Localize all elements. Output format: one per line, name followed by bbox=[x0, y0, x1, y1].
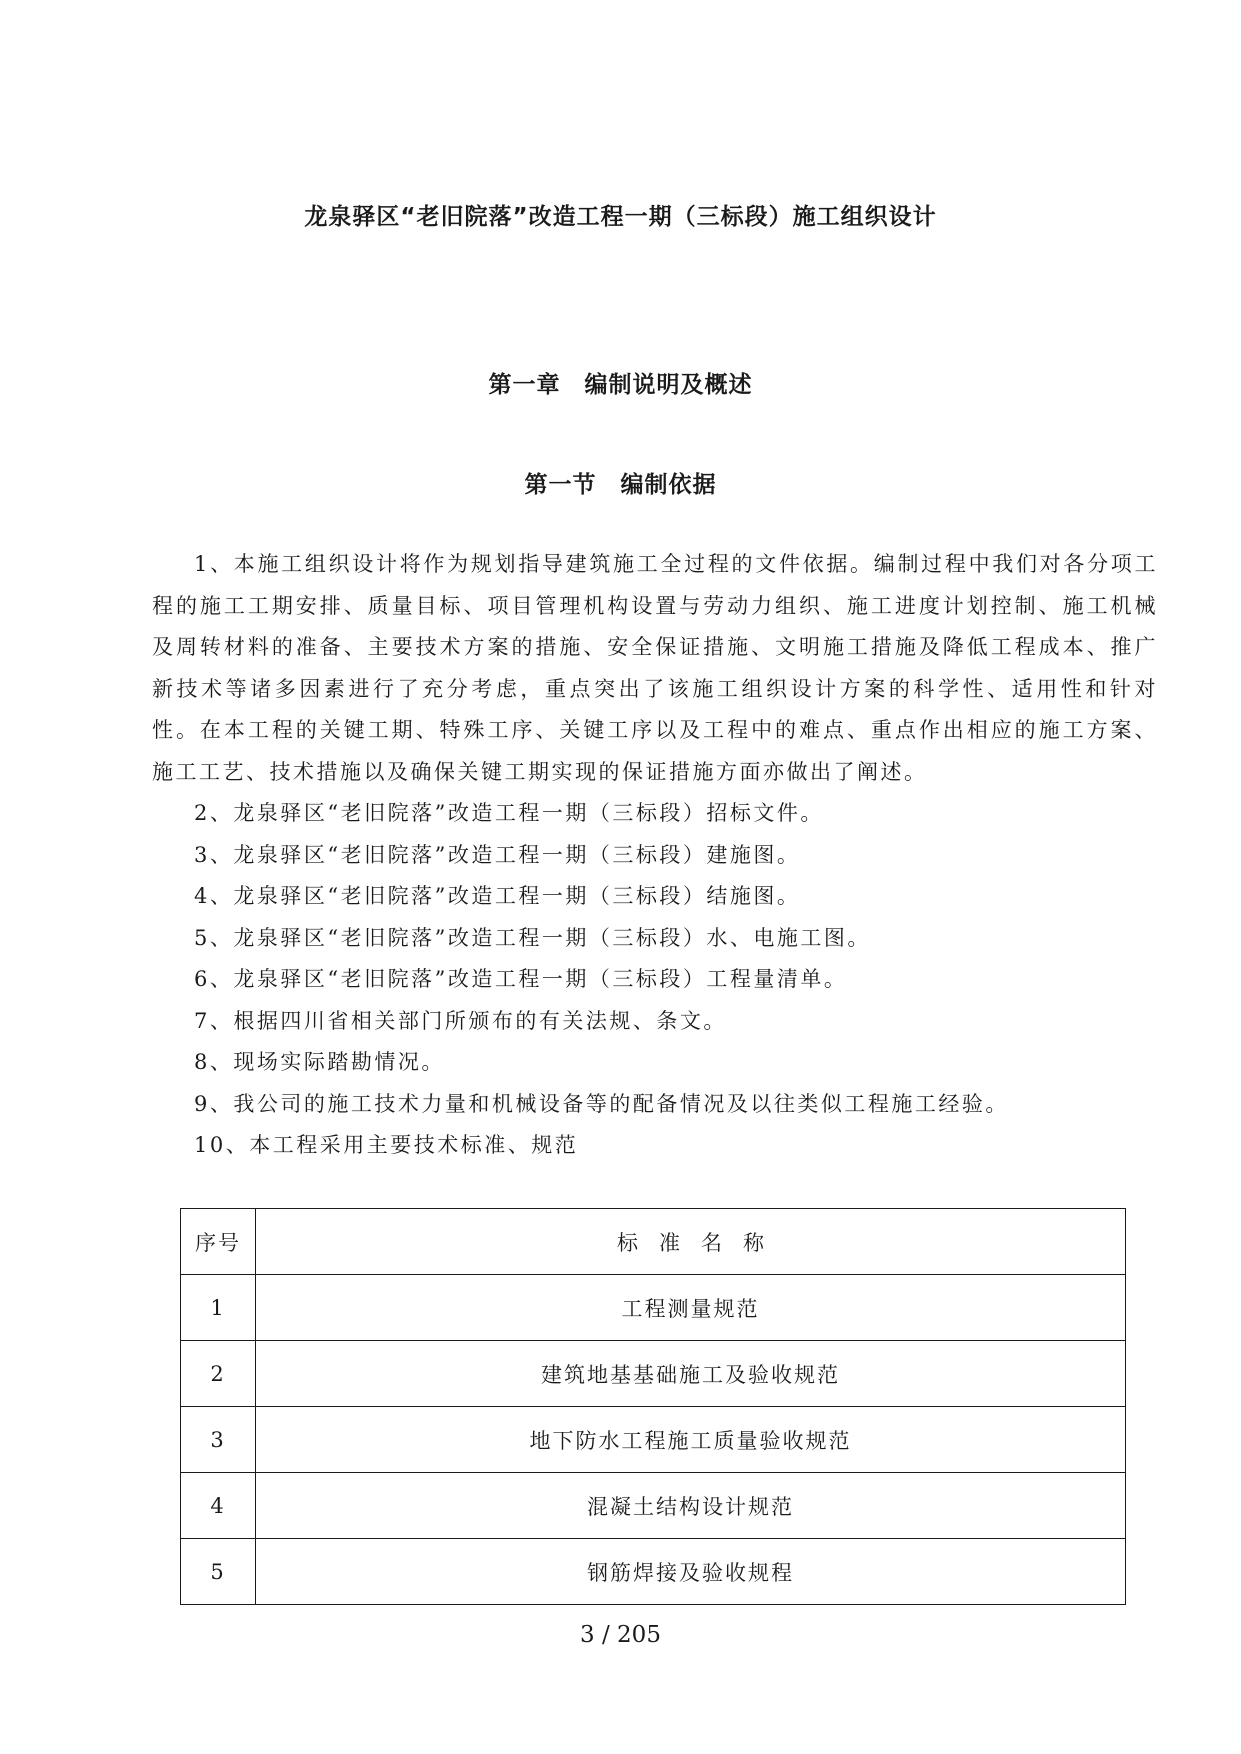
document-title: 龙泉驿区“老旧院落”改造工程一期（三标段）施工组织设计 bbox=[304, 204, 937, 230]
list-item: 9、我公司的施工技术力量和机械设备等的配备情况及以往类似工程施工经验。 bbox=[194, 1091, 1009, 1116]
list-item: 6、龙泉驿区“老旧院落”改造工程一期（三标段）工程量清单。 bbox=[194, 967, 848, 991]
row-number: 4 bbox=[181, 1473, 256, 1539]
standards-table bbox=[180, 1208, 1126, 1605]
list-item: 4、龙泉驿区“老旧院落”改造工程一期（三标段）结施图。 bbox=[194, 884, 801, 908]
row-number: 1 bbox=[181, 1275, 256, 1341]
row-number: 3 bbox=[181, 1407, 256, 1473]
chapter-heading: 第一章 编制说明及概述 bbox=[488, 372, 753, 398]
body-text bbox=[152, 544, 1158, 1167]
table-row bbox=[181, 1341, 1126, 1407]
page-number: 3 / 205 bbox=[580, 1622, 661, 1648]
table-row bbox=[181, 1473, 1126, 1539]
row-name: 钢筋焊接及验收规程 bbox=[256, 1539, 1126, 1605]
row-name: 建筑地基基础施工及验收规范 bbox=[256, 1341, 1126, 1407]
header-number: 序号 bbox=[181, 1209, 256, 1275]
row-name: 混凝土结构设计规范 bbox=[256, 1473, 1126, 1539]
list-item: 10、本工程采用主要技术标准、规范 bbox=[194, 1133, 579, 1157]
table-row bbox=[181, 1407, 1126, 1473]
table-row bbox=[181, 1539, 1126, 1605]
table-row bbox=[181, 1275, 1126, 1341]
row-number: 2 bbox=[181, 1341, 256, 1407]
row-number: 5 bbox=[181, 1539, 256, 1605]
main-paragraph: 1、本施工组织设计将作为规划指导建筑施工全过程的文件依据。编制过程中我们对各分项工程的施工工期安排、质量目标、项目管理机构设置与劳动力组织、施工进度计划控制、施工机械及周转材料的准备、主要技术方案的措施、安全保证措施、文明施工措施及降低工程成本、推广新技术等诸多因素进行了充分考虑，重点突出了该施工组织设计方案的科学性、适用性和针对性。在本工程的关键工期、特殊工序、关键工序以及工程中的难点、重点作出相应的施工方案、施工工艺、技术措施以及确保关键工期实现的保证措施方面亦做出了阐述。 bbox=[152, 552, 1158, 784]
row-name: 工程测量规范 bbox=[256, 1275, 1126, 1341]
list-item: 2、龙泉驿区“老旧院落”改造工程一期（三标段）招标文件。 bbox=[194, 801, 824, 825]
row-name: 地下防水工程施工质量验收规范 bbox=[256, 1407, 1126, 1473]
table-header-row bbox=[181, 1209, 1126, 1275]
list-item: 7、根据四川省相关部门所颁布的有关法规、条文。 bbox=[194, 1008, 727, 1033]
section-heading: 第一节 编制依据 bbox=[524, 472, 717, 498]
list-item: 5、龙泉驿区“老旧院落”改造工程一期（三标段）水、电施工图。 bbox=[194, 925, 871, 950]
list-item: 3、龙泉驿区“老旧院落”改造工程一期（三标段）建施图。 bbox=[194, 842, 801, 867]
header-name: 标 准 名 称 bbox=[256, 1209, 1126, 1275]
list-item: 8、现场实际踏勘情况。 bbox=[194, 1050, 445, 1074]
